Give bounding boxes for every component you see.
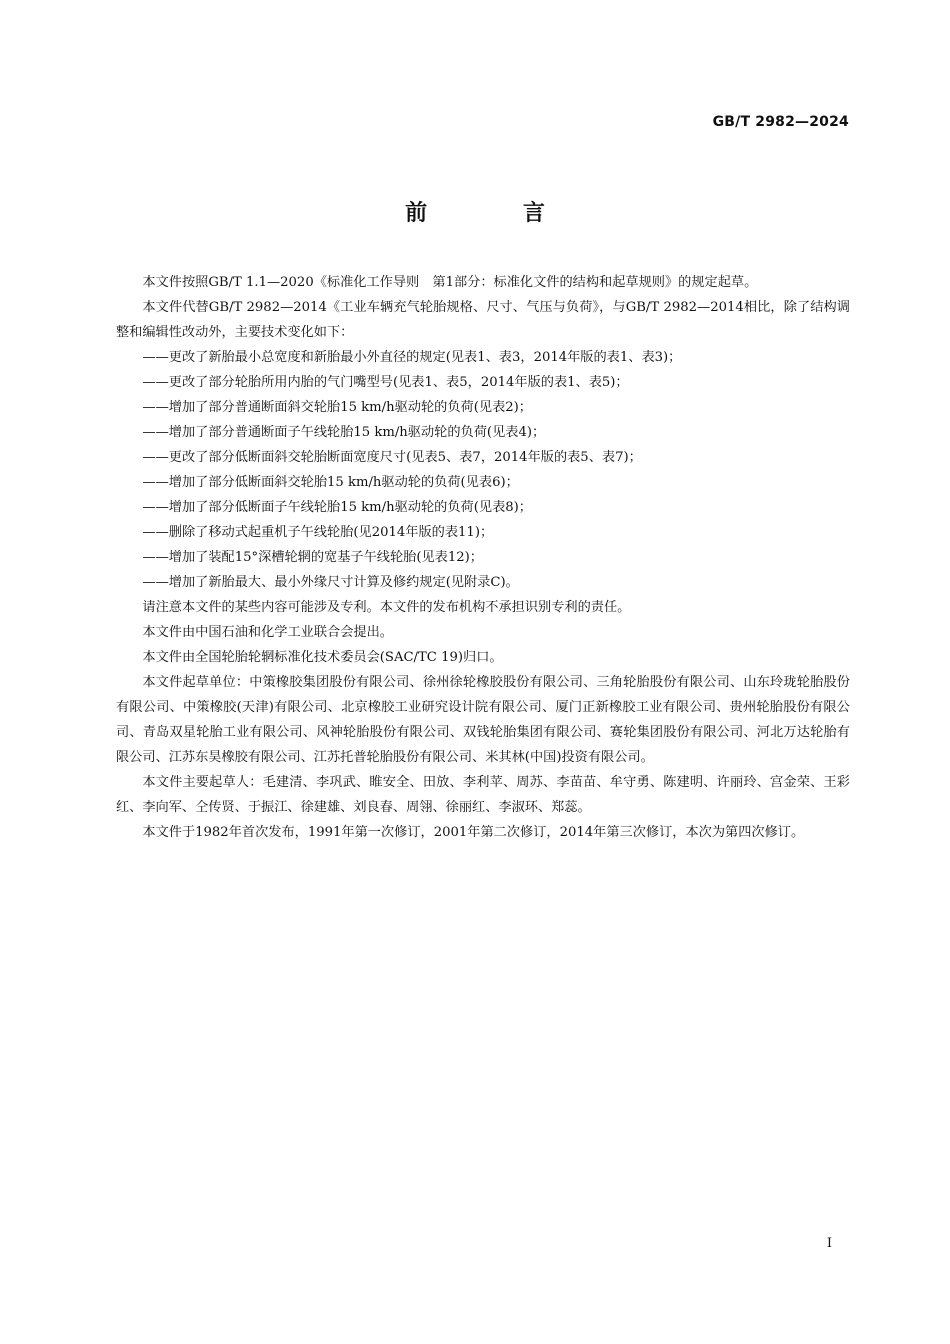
paragraph-drafters: 本文件主要起草人：毛建清、李巩武、睢安全、田放、李利苹、周苏、李苗苗、牟守勇、陈建明、许丽玲、宫金荣、王彩红、李向军、仝传贤、于振江、徐建雄、刘良春、周翎、徐丽红、李淑环、郑蕊。 — [116, 775, 850, 815]
foreword-body — [116, 270, 850, 845]
change-item: ——增加了部分普通断面斜交轮胎15 km/h驱动轮的负荷(见表2)； — [142, 400, 532, 415]
change-item: ——增加了装配15°深槽轮辋的宽基子午线轮胎(见表12)； — [142, 550, 483, 565]
page-title: 前 言 — [405, 201, 589, 226]
change-item: ——更改了部分低断面斜交轮胎断面宽度尺寸(见表5、表7，2014年版的表5、表7)； — [142, 450, 642, 465]
paragraph-drafting-rules: 本文件按照GB/T 1.1—2020《标准化工作导则 第1部分：标准化文件的结构和起草规则》的规定起草。 — [142, 275, 758, 290]
change-item: ——增加了部分低断面子午线轮胎15 km/h驱动轮的负荷(见表8)； — [142, 500, 532, 515]
paragraph-committee: 本文件由全国轮胎轮辋标准化技术委员会(SAC/TC 19)归口。 — [142, 650, 503, 665]
standard-number: GB/T 2982—2024 — [712, 114, 849, 130]
change-item: ——更改了新胎最小总宽度和新胎最小外直径的规定(见表1、表3，2014年版的表1、表3)； — [142, 350, 682, 365]
change-item: ——更改了部分轮胎所用内胎的气门嘴型号(见表1、表5，2014年版的表1、表5)； — [142, 375, 629, 390]
change-item: ——增加了部分低断面斜交轮胎15 km/h驱动轮的负荷(见表6)； — [142, 475, 519, 490]
paragraph-patent-notice: 请注意本文件的某些内容可能涉及专利。本文件的发布机构不承担识别专利的责任。 — [142, 600, 631, 615]
paragraph-history: 本文件于1982年首次发布，1991年第一次修订，2001年第二次修订，2014年第三次修订，本次为第四次修订。 — [142, 825, 805, 840]
change-item: ——增加了部分普通断面子午线轮胎15 km/h驱动轮的负荷(见表4)； — [142, 425, 546, 440]
change-item: ——增加了新胎最大、最小外缘尺寸计算及修约规定(见附录C)。 — [142, 575, 519, 590]
paragraph-proposer: 本文件由中国石油和化学工业联合会提出。 — [142, 625, 393, 640]
page-number: Ⅰ — [826, 1236, 832, 1251]
paragraph-drafting-units: 本文件起草单位：中策橡胶集团股份有限公司、徐州徐轮橡胶股份有限公司、三角轮胎股份有限公司、山东玲珑轮胎股份有限公司、中策橡胶(天津)有限公司、北京橡胶工业研究设计院有限公司、厦门正新橡胶工业有限公司、贵州轮胎股份有限公司、青岛双星轮胎工业有限公司、风神轮胎股份有限公司、双钱轮胎集团有限公司、赛轮集团股份有限公司、河北万达轮胎有限公司、江苏东昊橡胶有限公司、江苏托普轮胎股份有限公司、米其林(中国)投资有限公司。 — [116, 675, 850, 765]
paragraph-replacement: 本文件代替GB/T 2982—2014《工业车辆充气轮胎规格、尺寸、气压与负荷》，与GB/T 2982—2014相比，除了结构调整和编辑性改动外，主要技术变化如下： — [116, 300, 850, 340]
change-item: ——删除了移动式起重机子午线轮胎(见2014年版的表11)； — [142, 525, 494, 540]
